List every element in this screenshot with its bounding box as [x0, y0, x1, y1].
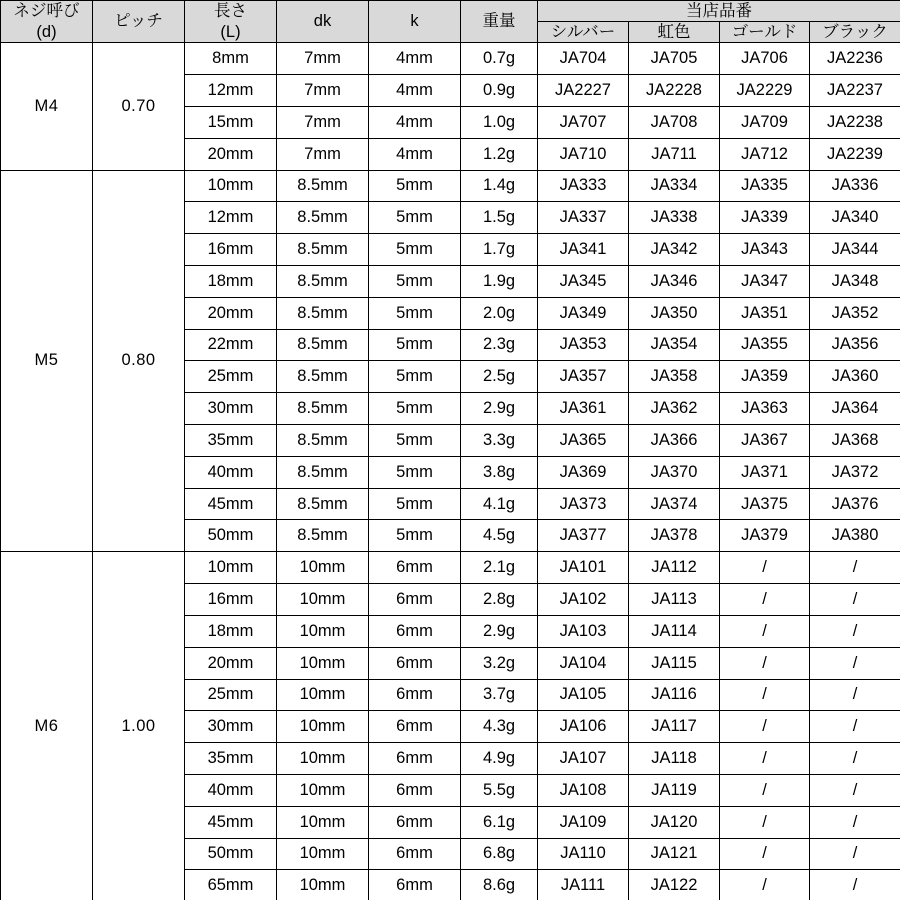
cell-code-gold: JA335 [720, 170, 810, 202]
cell-code-black: JA336 [810, 170, 900, 202]
cell-code-black: / [810, 615, 900, 647]
cell-code-silver: JA102 [538, 584, 629, 616]
cell-code-black: / [810, 774, 900, 806]
cell-code-rainbow: JA708 [629, 106, 720, 138]
cell-code-gold: JA367 [720, 425, 810, 457]
cell-dk: 10mm [277, 615, 369, 647]
cell-length: 16mm [185, 584, 277, 616]
cell-code-silver: JA365 [538, 425, 629, 457]
cell-length: 18mm [185, 615, 277, 647]
cell-dk: 8.5mm [277, 425, 369, 457]
cell-code-rainbow: JA122 [629, 870, 720, 900]
cell-code-gold: JA375 [720, 488, 810, 520]
cell-dk: 10mm [277, 743, 369, 775]
header-dk: dk [277, 1, 369, 43]
cell-length: 45mm [185, 488, 277, 520]
cell-code-silver: JA106 [538, 711, 629, 743]
cell-weight: 6.1g [461, 806, 538, 838]
table-row [1, 43, 900, 75]
cell-code-silver: JA333 [538, 170, 629, 202]
cell-pitch: 1.00 [93, 552, 185, 900]
cell-dk: 10mm [277, 647, 369, 679]
header-k: k [369, 1, 461, 43]
header-length-line2: (L) [220, 22, 241, 41]
cell-code-black: / [810, 743, 900, 775]
cell-dk: 10mm [277, 552, 369, 584]
cell-code-gold: / [720, 647, 810, 679]
cell-code-gold: / [720, 774, 810, 806]
cell-code-silver: JA704 [538, 43, 629, 75]
cell-code-gold: JA343 [720, 234, 810, 266]
cell-code-silver: JA349 [538, 297, 629, 329]
cell-code-black: JA344 [810, 234, 900, 266]
cell-code-rainbow: JA115 [629, 647, 720, 679]
cell-code-rainbow: JA350 [629, 297, 720, 329]
cell-code-silver: JA341 [538, 234, 629, 266]
header-weight: 重量 [461, 1, 538, 43]
cell-length: 15mm [185, 106, 277, 138]
cell-code-rainbow: JA370 [629, 456, 720, 488]
cell-dk: 7mm [277, 138, 369, 170]
cell-k: 5mm [369, 170, 461, 202]
cell-code-black: JA340 [810, 202, 900, 234]
cell-weight: 0.7g [461, 43, 538, 75]
header-thread-size [1, 1, 93, 43]
cell-k: 5mm [369, 297, 461, 329]
cell-weight: 2.0g [461, 297, 538, 329]
cell-dk: 8.5mm [277, 202, 369, 234]
cell-code-silver: JA105 [538, 679, 629, 711]
cell-dk: 10mm [277, 711, 369, 743]
cell-code-silver: JA707 [538, 106, 629, 138]
cell-code-black: / [810, 584, 900, 616]
cell-code-rainbow: JA374 [629, 488, 720, 520]
cell-length: 25mm [185, 679, 277, 711]
cell-code-silver: JA107 [538, 743, 629, 775]
cell-length: 10mm [185, 552, 277, 584]
cell-code-black: JA2238 [810, 106, 900, 138]
cell-code-silver: JA104 [538, 647, 629, 679]
cell-k: 6mm [369, 711, 461, 743]
cell-code-silver: JA369 [538, 456, 629, 488]
cell-code-gold: JA2229 [720, 75, 810, 107]
cell-code-gold: JA355 [720, 329, 810, 361]
cell-code-gold: JA363 [720, 393, 810, 425]
cell-k: 6mm [369, 679, 461, 711]
table-body [1, 43, 900, 900]
header-code-rainbow: 虹色 [629, 22, 720, 43]
cell-length: 16mm [185, 234, 277, 266]
cell-code-silver: JA373 [538, 488, 629, 520]
cell-dk: 10mm [277, 870, 369, 900]
cell-dk: 8.5mm [277, 234, 369, 266]
cell-length: 40mm [185, 774, 277, 806]
cell-code-silver: JA357 [538, 361, 629, 393]
header-row-1 [1, 1, 900, 22]
cell-code-gold: JA712 [720, 138, 810, 170]
cell-length: 18mm [185, 265, 277, 297]
cell-k: 5mm [369, 202, 461, 234]
cell-dk: 10mm [277, 774, 369, 806]
cell-k: 6mm [369, 838, 461, 870]
cell-code-black: / [810, 838, 900, 870]
cell-code-silver: JA353 [538, 329, 629, 361]
cell-code-black: JA360 [810, 361, 900, 393]
cell-length: 30mm [185, 393, 277, 425]
cell-code-gold: / [720, 552, 810, 584]
cell-length: 12mm [185, 75, 277, 107]
cell-k: 4mm [369, 138, 461, 170]
cell-dk: 8.5mm [277, 297, 369, 329]
cell-length: 20mm [185, 297, 277, 329]
cell-weight: 8.6g [461, 870, 538, 900]
cell-code-silver: JA377 [538, 520, 629, 552]
cell-code-gold: JA379 [720, 520, 810, 552]
cell-k: 4mm [369, 75, 461, 107]
cell-code-rainbow: JA118 [629, 743, 720, 775]
cell-weight: 2.8g [461, 584, 538, 616]
cell-weight: 3.7g [461, 679, 538, 711]
cell-code-black: JA2239 [810, 138, 900, 170]
cell-pitch: 0.80 [93, 170, 185, 552]
cell-code-black: / [810, 679, 900, 711]
cell-dk: 8.5mm [277, 361, 369, 393]
header-length-line1: 長さ [214, 2, 247, 20]
cell-code-rainbow: JA354 [629, 329, 720, 361]
cell-k: 6mm [369, 806, 461, 838]
cell-k: 6mm [369, 552, 461, 584]
table-header [1, 1, 900, 43]
cell-length: 20mm [185, 138, 277, 170]
cell-code-black: JA356 [810, 329, 900, 361]
cell-code-gold: JA347 [720, 265, 810, 297]
cell-k: 6mm [369, 615, 461, 647]
cell-dk: 8.5mm [277, 329, 369, 361]
cell-code-black: JA376 [810, 488, 900, 520]
cell-code-gold: JA709 [720, 106, 810, 138]
cell-weight: 3.3g [461, 425, 538, 457]
cell-k: 6mm [369, 743, 461, 775]
cell-dk: 10mm [277, 806, 369, 838]
cell-k: 5mm [369, 329, 461, 361]
cell-weight: 4.3g [461, 711, 538, 743]
cell-weight: 0.9g [461, 75, 538, 107]
cell-code-silver: JA103 [538, 615, 629, 647]
cell-k: 4mm [369, 106, 461, 138]
cell-weight: 1.7g [461, 234, 538, 266]
cell-code-black: JA2237 [810, 75, 900, 107]
cell-code-black: / [810, 870, 900, 900]
header-code-gold: ゴールド [720, 22, 810, 43]
cell-dk: 8.5mm [277, 456, 369, 488]
cell-dk: 10mm [277, 679, 369, 711]
cell-weight: 3.8g [461, 456, 538, 488]
cell-code-rainbow: JA120 [629, 806, 720, 838]
cell-length: 50mm [185, 520, 277, 552]
header-pitch: ピッチ [93, 1, 185, 43]
cell-length: 40mm [185, 456, 277, 488]
cell-code-rainbow: JA121 [629, 838, 720, 870]
header-code-black: ブラック [810, 22, 900, 43]
cell-code-silver: JA710 [538, 138, 629, 170]
cell-length: 30mm [185, 711, 277, 743]
cell-k: 4mm [369, 43, 461, 75]
cell-code-silver: JA101 [538, 552, 629, 584]
cell-k: 5mm [369, 393, 461, 425]
cell-code-silver: JA110 [538, 838, 629, 870]
cell-code-silver: JA337 [538, 202, 629, 234]
cell-code-gold: JA371 [720, 456, 810, 488]
cell-dk: 7mm [277, 106, 369, 138]
cell-code-black: JA368 [810, 425, 900, 457]
cell-dk: 8.5mm [277, 265, 369, 297]
cell-code-gold: JA359 [720, 361, 810, 393]
cell-length: 35mm [185, 743, 277, 775]
cell-code-silver: JA109 [538, 806, 629, 838]
cell-length: 10mm [185, 170, 277, 202]
cell-dk: 8.5mm [277, 488, 369, 520]
cell-code-gold: / [720, 679, 810, 711]
cell-code-gold: / [720, 615, 810, 647]
cell-code-rainbow: JA113 [629, 584, 720, 616]
cell-code-black: / [810, 552, 900, 584]
cell-weight: 2.9g [461, 615, 538, 647]
cell-code-rainbow: JA342 [629, 234, 720, 266]
cell-weight: 4.9g [461, 743, 538, 775]
table-row [1, 170, 900, 202]
header-length [185, 1, 277, 43]
cell-dk: 10mm [277, 838, 369, 870]
cell-length: 8mm [185, 43, 277, 75]
cell-weight: 2.9g [461, 393, 538, 425]
cell-k: 6mm [369, 774, 461, 806]
cell-code-rainbow: JA338 [629, 202, 720, 234]
cell-k: 5mm [369, 361, 461, 393]
cell-code-rainbow: JA346 [629, 265, 720, 297]
header-thread-size-line1: ネジ呼び [13, 2, 80, 20]
cell-weight: 5.5g [461, 774, 538, 806]
cell-k: 6mm [369, 870, 461, 900]
cell-length: 45mm [185, 806, 277, 838]
cell-thread-size: M5 [1, 170, 93, 552]
cell-code-black: JA348 [810, 265, 900, 297]
cell-code-black: JA372 [810, 456, 900, 488]
cell-code-black: JA352 [810, 297, 900, 329]
cell-code-rainbow: JA116 [629, 679, 720, 711]
header-thread-size-line2: (d) [36, 22, 57, 41]
cell-code-silver: JA361 [538, 393, 629, 425]
cell-k: 5mm [369, 456, 461, 488]
cell-code-rainbow: JA711 [629, 138, 720, 170]
cell-dk: 8.5mm [277, 170, 369, 202]
cell-weight: 1.0g [461, 106, 538, 138]
cell-code-silver: JA345 [538, 265, 629, 297]
cell-code-black: / [810, 711, 900, 743]
cell-code-rainbow: JA2228 [629, 75, 720, 107]
cell-code-rainbow: JA117 [629, 711, 720, 743]
cell-thread-size: M4 [1, 43, 93, 170]
cell-code-gold: JA339 [720, 202, 810, 234]
cell-k: 5mm [369, 425, 461, 457]
cell-code-rainbow: JA119 [629, 774, 720, 806]
cell-pitch: 0.70 [93, 43, 185, 170]
cell-code-rainbow: JA112 [629, 552, 720, 584]
cell-code-gold: JA351 [720, 297, 810, 329]
table-row [1, 552, 900, 584]
header-code-silver: シルバー [538, 22, 629, 43]
cell-dk: 7mm [277, 43, 369, 75]
cell-code-rainbow: JA358 [629, 361, 720, 393]
cell-k: 5mm [369, 488, 461, 520]
cell-weight: 2.3g [461, 329, 538, 361]
cell-code-black: JA2236 [810, 43, 900, 75]
cell-code-silver: JA108 [538, 774, 629, 806]
cell-k: 6mm [369, 647, 461, 679]
cell-code-gold: / [720, 584, 810, 616]
cell-k: 6mm [369, 584, 461, 616]
cell-code-rainbow: JA378 [629, 520, 720, 552]
cell-k: 5mm [369, 234, 461, 266]
cell-dk: 8.5mm [277, 393, 369, 425]
cell-code-rainbow: JA114 [629, 615, 720, 647]
cell-code-rainbow: JA366 [629, 425, 720, 457]
cell-code-gold: / [720, 838, 810, 870]
header-product-codes-group: 当店品番 [538, 1, 900, 22]
cell-dk: 8.5mm [277, 520, 369, 552]
cell-code-black: JA364 [810, 393, 900, 425]
cell-weight: 4.1g [461, 488, 538, 520]
cell-code-gold: / [720, 806, 810, 838]
cell-length: 22mm [185, 329, 277, 361]
cell-code-silver: JA111 [538, 870, 629, 900]
cell-code-rainbow: JA334 [629, 170, 720, 202]
cell-code-black: JA380 [810, 520, 900, 552]
cell-k: 5mm [369, 520, 461, 552]
cell-k: 5mm [369, 265, 461, 297]
cell-length: 12mm [185, 202, 277, 234]
cell-code-silver: JA2227 [538, 75, 629, 107]
cell-weight: 1.2g [461, 138, 538, 170]
cell-weight: 3.2g [461, 647, 538, 679]
cell-weight: 2.5g [461, 361, 538, 393]
cell-code-black: / [810, 806, 900, 838]
cell-weight: 6.8g [461, 838, 538, 870]
cell-dk: 10mm [277, 584, 369, 616]
cell-code-gold: / [720, 711, 810, 743]
cell-weight: 1.4g [461, 170, 538, 202]
cell-weight: 2.1g [461, 552, 538, 584]
cell-code-gold: JA706 [720, 43, 810, 75]
cell-code-black: / [810, 647, 900, 679]
cell-weight: 4.5g [461, 520, 538, 552]
cell-length: 35mm [185, 425, 277, 457]
cell-thread-size: M6 [1, 552, 93, 900]
cell-code-rainbow: JA705 [629, 43, 720, 75]
cell-code-gold: / [720, 743, 810, 775]
cell-weight: 1.9g [461, 265, 538, 297]
cell-length: 65mm [185, 870, 277, 900]
cell-length: 20mm [185, 647, 277, 679]
cell-length: 50mm [185, 838, 277, 870]
cell-code-rainbow: JA362 [629, 393, 720, 425]
cell-weight: 1.5g [461, 202, 538, 234]
cell-code-gold: / [720, 870, 810, 900]
cell-dk: 7mm [277, 75, 369, 107]
cell-length: 25mm [185, 361, 277, 393]
